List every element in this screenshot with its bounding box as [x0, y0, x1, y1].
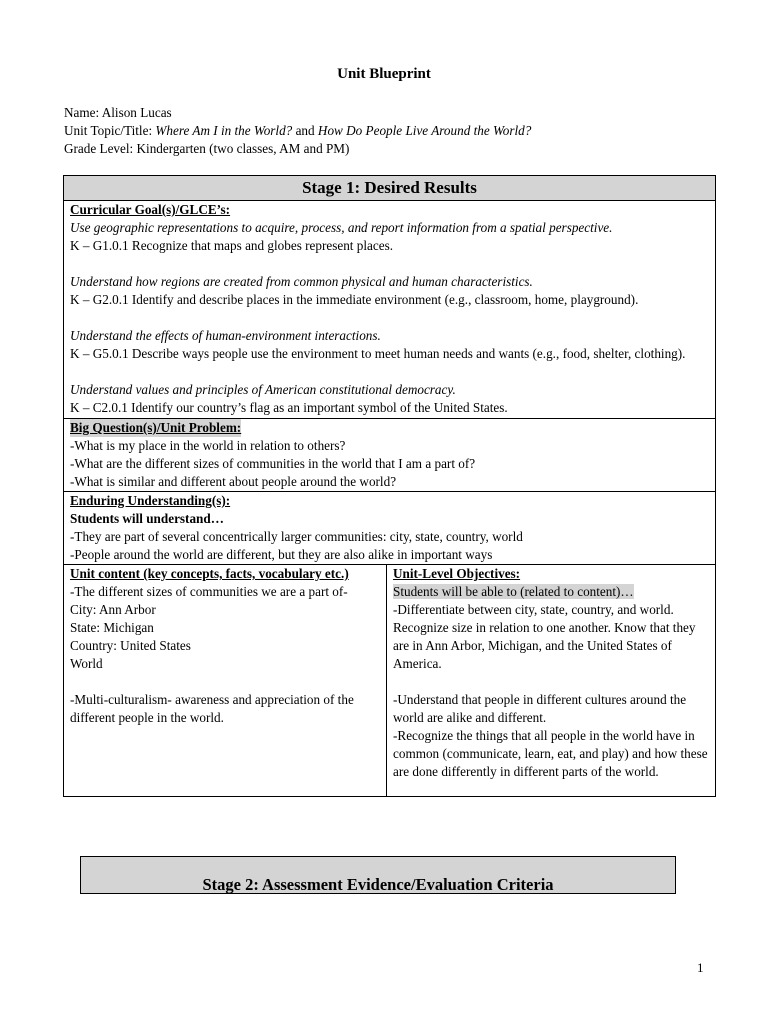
understanding-item: -They are part of several concentrically larger communities: city, state, country, world: [70, 529, 523, 544]
standard-text: K – G5.0.1 Describe ways people use the environment to meet human needs and wants (e.g., food, shelter, clothing).: [70, 346, 686, 361]
unit-meta: [64, 104, 531, 158]
enduring-section: [64, 492, 716, 565]
objectives-cell: [387, 565, 716, 797]
question-item: -What is my place in the world in relation to others?: [70, 438, 346, 453]
author-name: Alison Lucas: [101, 105, 172, 120]
stage1-heading: Stage 1: Desired Results: [64, 176, 716, 201]
topic-and: and: [295, 123, 315, 138]
topic-line: [64, 122, 531, 140]
content-line: Country: United States: [70, 638, 191, 653]
topic-label: Unit Topic/Title:: [64, 123, 153, 138]
content-label: Unit content (key concepts, facts, vocabulary etc.): [70, 566, 349, 581]
content-line: World: [70, 656, 103, 671]
grade-level: Kindergarten (two classes, AM and PM): [136, 141, 350, 156]
question-item: -What are the different sizes of communities in the world that I am a part of?: [70, 456, 476, 471]
stage2-heading: Stage 2: Assessment Evidence/Evaluation Criteria: [80, 856, 676, 894]
objectives-lead: Students will be able to (related to content)…: [393, 584, 634, 599]
name-label: Name:: [64, 105, 100, 120]
objectives-label: Unit-Level Objectives:: [393, 566, 521, 581]
content-multiculturalism: -Multi-culturalism- awareness and appreciation of the different people in the world.: [70, 692, 354, 725]
goal-text: Use geographic representations to acquire, process, and report information from a spatial perspective.: [70, 220, 613, 235]
topic-title-a: Where Am I in the World?: [155, 123, 293, 138]
grade-line: [64, 140, 531, 158]
content-objectives-row: [64, 565, 716, 797]
big-questions-section: [64, 419, 716, 492]
name-line: [64, 104, 531, 122]
goal-text: Understand values and principles of American constitutional democracy.: [70, 382, 456, 397]
content-line: City: Ann Arbor: [70, 602, 156, 617]
page-number: 1: [697, 960, 704, 975]
content-intro: -The different sizes of communities we are a part of-: [70, 584, 348, 599]
topic-title-b: How Do People Live Around the World?: [317, 123, 532, 138]
big-questions-label: Big Question(s)/Unit Problem:: [70, 420, 242, 435]
page-title: Unit Blueprint: [337, 66, 431, 82]
standard-text: K – G2.0.1 Identify and describe places in the immediate environment (e.g., classroom, home, playground).: [70, 292, 639, 307]
enduring-label: Enduring Understanding(s):: [70, 493, 231, 508]
unit-content-cell: [64, 565, 387, 797]
objective-item: -Understand that people in different cultures around the world are alike and different.: [393, 692, 687, 725]
content-line: State: Michigan: [70, 620, 154, 635]
enduring-lead: Students will understand…: [70, 511, 224, 526]
question-item: -What is similar and different about people around the world?: [70, 474, 397, 489]
goal-text: Understand the effects of human-environment interactions.: [70, 328, 381, 343]
objective-item: -Recognize the things that all people in the world have in common (communicate, learn, eat, and play) and how these are done differently in different parts of the world.: [393, 728, 708, 779]
understanding-item: -People around the world are different, but they are also alike in important ways: [70, 547, 493, 562]
grade-label: Grade Level:: [64, 141, 134, 156]
standard-text: K – C2.0.1 Identify our country’s flag as an important symbol of the United States.: [70, 400, 508, 415]
objective-item: -Differentiate between city, state, country, and world. Recognize size in relation to one another. Know that they are in Ann Arbor, Michigan, and the United States of America.: [393, 602, 696, 671]
stage1-table: [63, 175, 716, 797]
goal-text: Understand how regions are created from common physical and human characteristics.: [70, 274, 533, 289]
goals-section: [64, 201, 716, 419]
standard-text: K – G1.0.1 Recognize that maps and globes represent places.: [70, 238, 393, 253]
goals-label: Curricular Goal(s)/GLCE’s:: [70, 202, 231, 217]
